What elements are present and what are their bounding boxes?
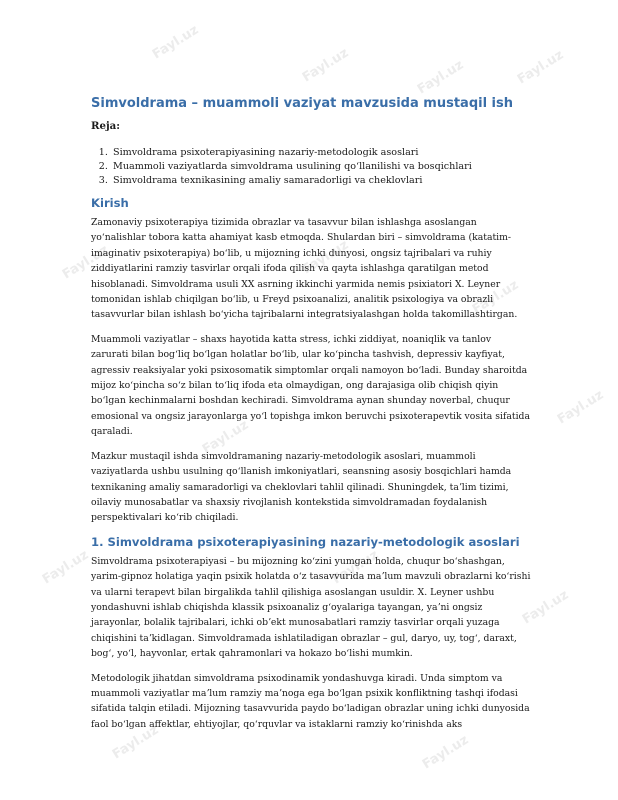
watermark: Fayl.uz xyxy=(514,47,567,88)
plan-item: 1. Simvoldrama psixoterapiyasining nazariy-metodologik asoslari xyxy=(111,146,531,160)
watermark: Fayl.uz xyxy=(554,387,607,428)
plan-list xyxy=(91,146,531,188)
plan-item: 2. Muammoli vaziyatlarda simvoldrama usulining qoʻllanilishi va bosqichlari xyxy=(111,160,531,174)
watermark: Fayl.uz xyxy=(414,57,467,98)
paragraph: Metodologik jihatdan simvoldrama psixodinamik yondashuvga kiradi. Unda simptom va muammoli vaziyatlar maʼlum ramziy maʼnoga ega boʻlgan psixik konfliktning tashqi ifodasi sifatida talqin etiladi. Mijozning tasavvurida paydo boʻladigan obrazlar uning ichki dunyosida faol boʻlgan affektlar, ehtiyojlar, qoʻrquvlar va istaklarni ramziy koʻrinishda aks xyxy=(91,672,530,730)
watermark: Fayl.uz xyxy=(419,732,472,773)
watermark: Fayl.uz xyxy=(59,242,112,283)
watermark: Fayl.uz xyxy=(109,722,162,763)
watermark: Fayl.uz xyxy=(39,547,92,588)
document-title: Simvoldrama – muammoli vaziyat mavzusida mustaqil ish xyxy=(91,96,514,111)
section-heading-1: 1. Simvoldrama psixoterapiyasining nazariy-metodologik asoslari xyxy=(91,534,520,549)
section-heading-kirish: Kirish xyxy=(91,196,129,210)
watermark: Fayl.uz xyxy=(299,45,352,86)
watermark: Fayl.uz xyxy=(299,237,352,278)
watermark: Fayl.uz xyxy=(149,22,202,63)
watermark: Fayl.uz xyxy=(519,587,572,628)
paragraph: Zamonaviy psixoterapiya tizimida obrazlar va tasavvur bilan ishlashga asoslangan yoʻnalishlar tobora katta ahamiyat kasb etmoqda. Shulardan biri – simvoldrama (katatim-imaginativ psixoterapiya) boʻlib, u mijozning ichki dunyosi, ongsiz tajribalari va ruhiy ziddiyatlarini ramziy tasvirlar orqali ifoda qilish va qayta ishlashga qaratilgan metod hisoblanadi. Simvoldrama usuli XX asrning ikkinchi yarmida nemis psixiatori X. Leyner tomonidan ishlab chiqilgan boʻlib, u Freyd psixoanalizi, analitik psixologiya va obrazli tasavvurlar bilan ishlash boʻyicha tajribalarni integratsiyalashgan holda takomillashtirgan. xyxy=(91,217,518,321)
plan-item: 3. Simvoldrama texnikasining amaliy samaradorligi va cheklovlari xyxy=(111,174,531,188)
plan-label: Reja: xyxy=(91,120,120,132)
paragraph: Muammoli vaziyatlar – shaxs hayotida katta stress, ichki ziddiyat, noaniqlik va tanlov zarurati bilan bogʻliq boʻlgan holatlar boʻlib, ular koʻpincha tashvish, depressiv kayfiyat, agressiv reaksiyalar yoki psixosomatik simptomlar orqali namoyon boʻladi. Bunday sharoitda mijoz koʻpincha soʻz bilan toʻliq ifoda eta olmaydigan, ong darajasiga olib chiqish qiyin boʻlgan kechinmalarni boshdan kechiradi. Simvoldrama aynan shunday noverbal, chuqur emosional va ongsiz jarayonlarga yoʻl topishga imkon beruvchi psixoterapevtik vosita sifatida qaraladi. xyxy=(91,333,530,438)
paragraph: Mazkur mustaqil ishda simvoldramaning nazariy-metodologik asoslari, muammoli vaziyatlarda ushbu usulning qoʻllanish imkoniyatlari, seansning asosiy bosqichlari hamda texnikaning amaliy samaradorligi va cheklovlari tahlil qilinadi. Shuningdek, taʼlim tizimi, oilaviy munosabatlar va shaxsiy rivojlanish kontekstida simvoldramadan foydalanish perspektivalari koʻrib chiqiladi. xyxy=(91,450,512,524)
document-body xyxy=(91,96,531,741)
watermark: Fayl.uz xyxy=(329,547,382,588)
paragraph: Simvoldrama psixoterapiyasi – bu mijozning koʻzini yumgan holda, chuqur boʻshashgan, yarim-gipnoz holatiga yaqin psixik holatda oʻz tasavvurida maʼlum mavzuli obrazlarni koʻrishi va ularni terapevt bilan birgalikda tahlil qilishiga asoslangan usuldir. X. Leyner ushbu yondashuvni ishlab chiqishda klassik psixoanaliz gʻoyalariga tayangan, yaʼni ongsiz jarayonlar, bolalik tajribalari, ichki obʼekt munosabatlari ramziy tasvirlar orqali yuzaga chiqishini taʼkidlagan. Simvoldramada ishlatiladigan obrazlar – gul, daryo, uy, togʻ, daraxt, bogʻ, yoʻl, hayvonlar, ertak qahramonlari va hokazo boʻlishi mumkin. xyxy=(91,555,531,660)
watermark: Fayl.uz xyxy=(469,277,522,318)
watermark: Fayl.uz xyxy=(199,417,252,458)
